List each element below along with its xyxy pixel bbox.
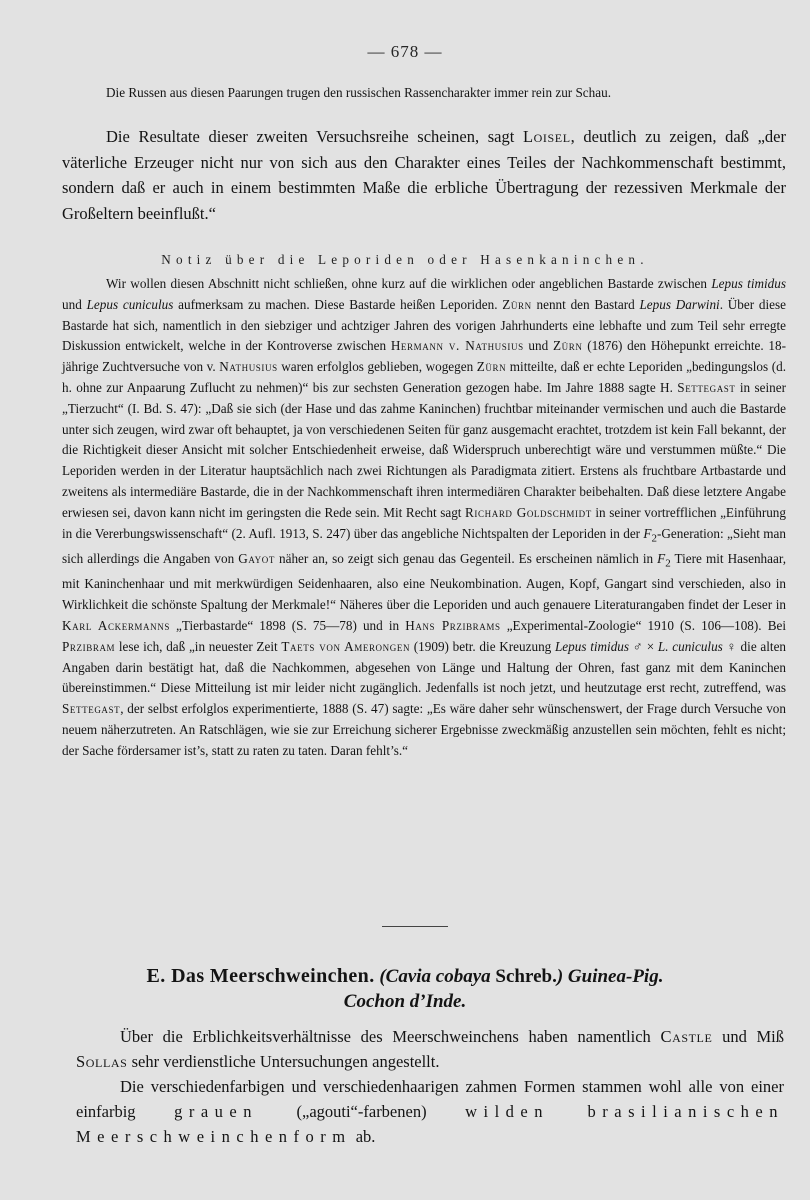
text-run: „Experimental-Zoologie“ 1910 (S. 106—108). Bei	[500, 618, 787, 634]
text-run: sehr verdienstliche Untersuchungen angestellt.	[127, 1052, 440, 1071]
paragraph-formen	[76, 1074, 784, 1149]
text-run: („agouti“-farbenen)	[257, 1102, 466, 1121]
generation-symbol: F	[657, 551, 666, 566]
species-name: Lepus Darwini	[639, 296, 720, 312]
author-abbrev: Schreb.	[495, 966, 557, 987]
closing-paren: )	[556, 966, 564, 987]
author-name: Settegast	[677, 379, 736, 395]
paragraph-resultate	[62, 124, 786, 226]
text-run: . Über diese Bastarde hat sich, namentlich in den siebziger und achtziger Jahren des vorigen Jahrhunderts eine lebhafte und zum Teil sehr erregte Diskussion entwickelt, welche in der Kontroverse zwischen	[62, 296, 786, 354]
text-run: , deutlich zu zeigen, daß „der väterliche Erzeuger nicht nur von sich aus den Charakter eines Teiles der Nachkommenschaft bestimmt, sondern daß er auch in einem bestimmten Maße die erbliche Übertragung der rezessiven Merkmale der Großeltern beeinflußt.“	[62, 127, 786, 223]
species-name: Lepus timidus	[711, 276, 787, 291]
author-name: Taets von Amerongen	[281, 638, 411, 654]
author-name: Gayot	[238, 551, 275, 566]
text-run: aufmerksam zu machen. Diese Bastarde heißen Leporiden.	[173, 296, 503, 312]
author-name: Castle	[660, 1027, 713, 1046]
section-heading	[0, 964, 810, 1014]
text-run: in seiner „Tierzucht“ (I. Bd. S. 47): „Daß sie sich (der Hase und das zahme Kaninchen) fruchtbar miteinander vermischen und auch die Bastarde unter sich zeugen, wird zwar oft behauptet, ja von verschiedenen Seiten für ganz ausgemacht erachtet, trotzdem ist kein Fall bekannt, der die Richtigkeit dieser Ansicht mit solcher Entschiedenheit erweise, daß Widerspruch unberechtigt wäre und verstummen müßte.“ Die Leporiden werden in der Literatur hauptsächlich nach zwei Richtungen als Paradigmata zitiert. Erstens als fruchtbare Artbastarde und zweitens als intermediäre Bastarde, die in der Nachkommenschaft ihren intermediären Charakter beibehalten. Daß diese letztere Angabe erwiesen sei, davon kann nicht im geringsten die Rede sein. Mit Recht sagt	[62, 379, 787, 520]
paragraph-erblichkeit	[76, 1024, 784, 1074]
author-name: Nathusius	[219, 359, 278, 375]
author-name: Sollas	[76, 1052, 128, 1071]
generation-symbol: F	[643, 525, 652, 541]
text-run: und	[523, 338, 553, 354]
author-name: Settegast	[62, 701, 121, 717]
text-run: lese ich, daß „in neuester Zeit	[115, 638, 282, 654]
text-run: waren erfolglos geblieben, wogegen	[277, 359, 477, 375]
note-leporiden-paragraph	[62, 274, 786, 762]
text-run: -Generation: „Sieht man sich allerdings die Angaben von	[62, 525, 786, 566]
text-run	[549, 1102, 588, 1121]
spaced-word: grauen	[174, 1102, 258, 1121]
text-run: mitteilte, daß er echte Leporiden „bedingungslos (d. h. ohne zur Anpaarung Zuflucht zu nehmen)“ bis zur sechsten Generation gezogen habe. Im Jahre 1888 sagte H.	[62, 359, 786, 395]
spaced-word: wilden	[465, 1102, 550, 1121]
text-run: Die Resultate dieser zweiten Versuchsreihe scheinen, sagt	[106, 127, 523, 146]
author-name: Loisel	[522, 127, 571, 146]
author-name: Zürn	[476, 359, 507, 375]
english-name: Guinea-Pig.	[567, 966, 664, 987]
text-run: Über die Erblichkeitsverhältnisse des Meerschweinchens haben namentlich	[120, 1027, 661, 1046]
page-number: — 678 —	[367, 42, 443, 61]
text-run: und Miß	[712, 1027, 785, 1046]
text-run: Wir wollen diesen Abschnitt nicht schließen, ohne kurz auf die wirklichen oder angeblichen Bastarde zwischen	[106, 276, 712, 291]
text-run: in seiner vortrefflichen „Einführung in die Vererbungswissenschaft“ (2. Aufl. 1913, S. 247) über das angebliche Nichtspalten der Leporiden in der	[62, 504, 786, 541]
species-name: Lepus timidus	[554, 638, 630, 654]
generation-subscript: 2	[665, 557, 671, 570]
section-divider	[382, 926, 448, 927]
section-title: E. Das Meerschweinchen.	[146, 965, 375, 987]
species-name: Lepus cuniculus	[86, 296, 174, 312]
note-title: Notiz über die Leporiden oder Hasenkaninchen.	[161, 252, 649, 267]
author-name: Hans Przibrams	[405, 618, 501, 634]
author-name: Zürn	[502, 296, 532, 312]
text-run: ab.	[351, 1127, 376, 1146]
author-name: Richard Goldschmidt	[465, 504, 592, 520]
latin-name: (Cavia cobaya	[379, 966, 491, 987]
species-name: L. cuniculus	[657, 638, 723, 654]
text-run: (1876) den Höhepunkt erreichte. 18-jährige Zuchtversuche von v.	[62, 338, 786, 375]
male-symbol: ♂ ×	[629, 638, 658, 654]
author-name: Karl Ackermanns	[62, 618, 170, 634]
text-run: Die verschiedenfarbigen und verschiedenhaarigen zahmen Formen stammen wohl alle von einer einfarbig	[76, 1077, 784, 1121]
text-run: (1909) betr. die Kreuzung	[410, 638, 555, 654]
female-symbol: ♀	[722, 638, 737, 654]
text-run: nennt den Bastard	[531, 296, 640, 312]
generation-subscript: 2	[651, 532, 657, 545]
spaced-word: brasilianischen Meerschweinchenform	[76, 1102, 784, 1146]
text-run: , der selbst erfolglos experimentierte, 1888 (S. 47) sagte: „Es wäre daher sehr wünschenswert, der Frage durch Versuche von neuem näherzutreten. An Ratschlägen, wie sie zur Erreichung sicherer Ergebnisse zweckmäßig anzustellen sein möchten, fehlt es nicht; der Sache fördersamer ist’s, statt zu raten zu taten. Daran fehlt’s.“	[62, 701, 786, 758]
text-run: näher an, so zeigt sich genau das Gegenteil. Es erscheinen nämlich in	[274, 551, 658, 566]
author-name: Przibram	[62, 638, 116, 654]
text-run: die alten Angaben darin bestätigt hat, daß die Nachkommen, abgesehen von Länge und Haltung der Ohren, fast ganz mit dem Kaninchen übereinstimmen.“ Diese Mitteilung ist mir leider nicht zugänglich. Jedenfalls ist noch jetzt, und heutzutage erst recht, zutreffend, was	[62, 638, 787, 696]
text-run: Tiere mit Hasenhaar, mit Kaninchenhaar und mit merkwürdigen Seidenhaaren, also eine Neukombination. Augen, Kopf, Gangart sind verschieden, also in Wirklichkeit die schönste Spaltung der Merkmale!“ Näheres über die Leporiden und auch genauere Literaturangaben findet der Leser in	[62, 551, 786, 613]
french-name: Cochon d’Inde.	[343, 991, 467, 1012]
text-run: und	[62, 296, 87, 312]
paragraph-russen: Die Russen aus diesen Paarungen trugen den russischen Rassencharakter immer rein zur Schau.	[106, 85, 612, 100]
author-name: Zürn	[552, 338, 583, 354]
text-run: „Tierbastarde“ 1898 (S. 75—78) und in	[169, 618, 406, 634]
author-name: Hermann v. Nathusius	[390, 338, 524, 354]
